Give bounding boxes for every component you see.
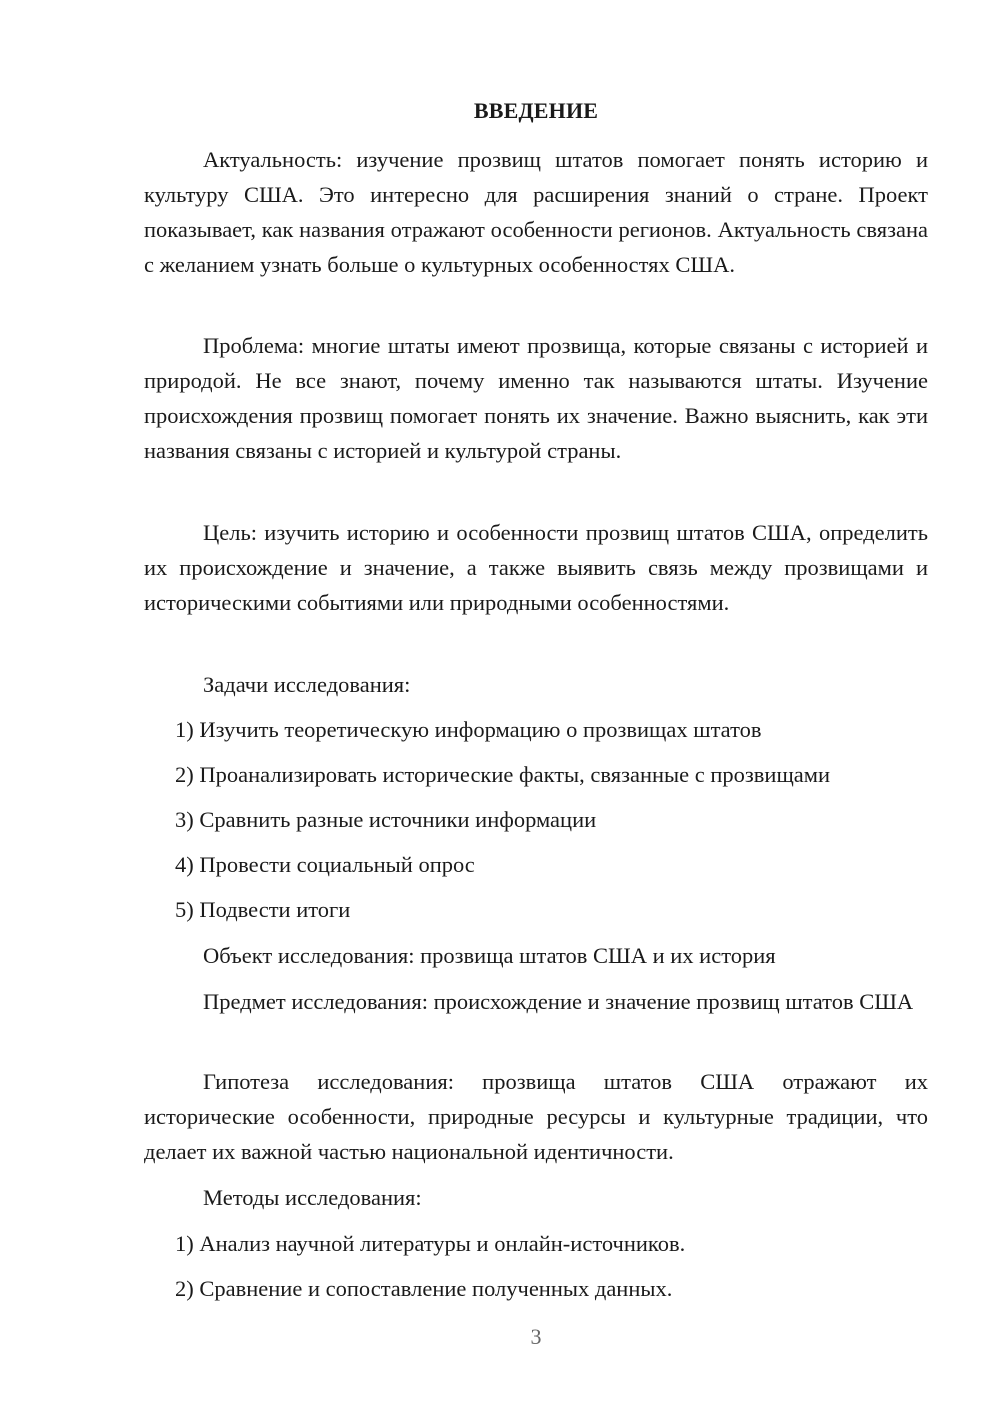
tasks-title: Задачи исследования: xyxy=(203,672,411,697)
method-item: 2) Сравнение и сопоставление полученных данных. xyxy=(175,1276,673,1301)
task-item: 4) Провести социальный опрос xyxy=(175,852,475,877)
hypothesis-paragraph: Гипотеза исследования: прозвища штатов США отражают их исторические особенности, природные ресурсы и культурные традиции, что делает их важной частью национальной идентичности. xyxy=(144,1069,928,1164)
page-number: 3 xyxy=(530,1324,542,1349)
problem-paragraph: Проблема: многие штаты имеют прозвища, которые связаны с историей и природой. Не все знают, почему именно так называются штаты. Изучение происхождения прозвищ помогает понять их значение. Важно выяснить, как эти названия связаны с историей и культурой страны. xyxy=(144,333,928,463)
task-item: 2) Проанализировать исторические факты, связанные с прозвищами xyxy=(175,762,831,787)
relevance-paragraph: Актуальность: изучение прозвищ штатов помогает понять историю и культуру США. Это интересно для расширения знаний о стране. Проект показывает, как названия отражают особенности регионов. Актуальность связана с желанием узнать больше о культурных особенностях США. xyxy=(144,147,928,277)
document-page xyxy=(144,0,928,1414)
section-heading: ВВЕДЕНИЕ xyxy=(473,98,599,123)
task-item: 1) Изучить теоретическую информацию о прозвищах штатов xyxy=(175,717,762,742)
methods-title: Методы исследования: xyxy=(203,1185,422,1210)
method-item: 1) Анализ научной литературы и онлайн-источников. xyxy=(175,1231,686,1256)
research-object: Объект исследования: прозвища штатов США и их история xyxy=(203,943,776,968)
task-item: 3) Сравнить разные источники информации xyxy=(175,807,597,832)
research-subject: Предмет исследования: происхождение и значение прозвищ штатов США xyxy=(203,989,914,1014)
goal-paragraph: Цель: изучить историю и особенности прозвищ штатов США, определить их происхождение и значение, а также выявить связь между прозвищами и историческими событиями или природными особенностями. xyxy=(144,520,928,615)
task-item: 5) Подвести итоги xyxy=(175,897,351,922)
